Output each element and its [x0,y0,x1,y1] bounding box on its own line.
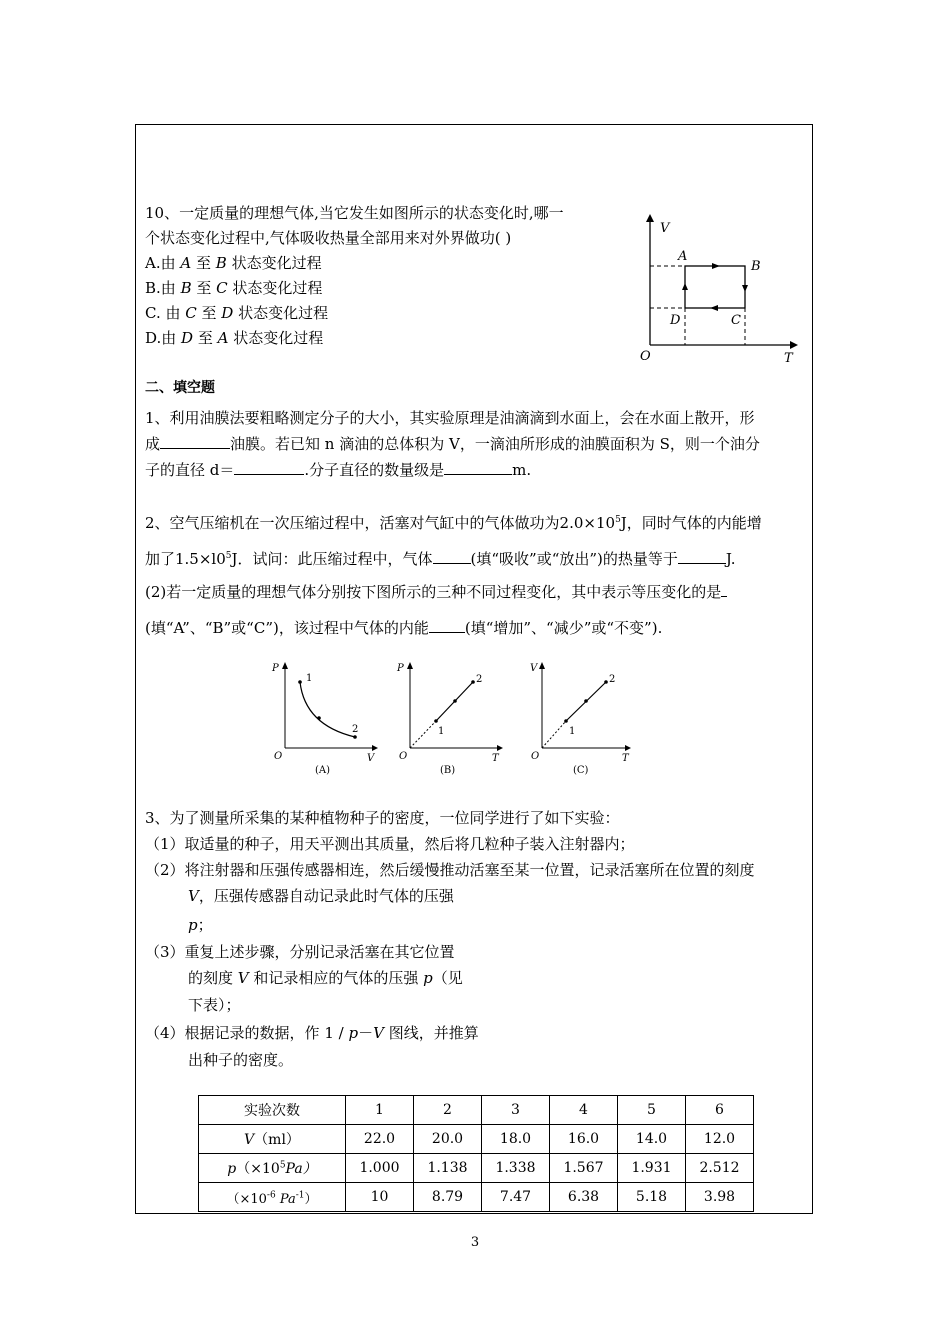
q2-line3: (2)若一定质量的理想气体分别按下图所示的三种不同过程变化，其中表示等压变化的是 [145,582,727,602]
graph-b [396,662,503,776]
point-a-label: A [678,249,688,264]
caption-c: (C) [573,765,589,776]
svg-text:O: O [531,751,540,762]
q10-option-a: A.由 A 至 B 状态变化过程 [145,254,322,272]
isotherm-curve [300,682,355,737]
table-cell: 1 [346,1096,414,1125]
table-cell: 12.0 [686,1125,754,1154]
table-cell: 6 [686,1096,754,1125]
arrow-ab-icon [712,263,720,269]
arrow-icon [282,662,288,669]
blank-3[interactable] [444,460,512,475]
table-cell: 8.79 [414,1183,482,1212]
svg-text:P: P [272,663,279,674]
q10-line2: 个状态变化过程中,气体吸收热量全部用来对外界做功( ) [145,229,512,247]
table-cell: 5.18 [618,1183,686,1212]
q10-line1: 10、一定质量的理想气体,当它发生如图所示的状态变化时,哪一 [145,204,564,222]
svg-text:V: V [367,753,375,764]
section-heading: 二、填空题 [145,380,215,396]
q3-step2c: p； [188,916,213,934]
q3-step3c: 下表）； [188,996,241,1014]
table-cell: 6.38 [550,1183,618,1212]
table-cell: 20.0 [414,1125,482,1154]
svg-text:P: P [397,663,404,674]
table-cell: 16.0 [550,1125,618,1154]
q1-line2: 成 油膜。若已知 n 滴油的总体积为 V，一滴油所形成的油膜面积为 S，则一个油分 [145,435,760,453]
q3-step1: （1）取适量的种子，用天平测出其质量，然后将几粒种子装入注射器内； [145,835,635,853]
svg-text:T: T [622,753,629,764]
q2-line2: 加了$1.5\times l0^5J$．试问：此压缩过程中，气体 (填“吸收”或“放出”)的热量等于 J. [145,550,736,568]
table-row [199,1154,754,1183]
q3-step4a: （4）根据记录的数据，作 1 / p－V 图线，并推算 [145,1024,479,1042]
q10-vt-figure [630,210,805,370]
process-graphs [260,655,650,780]
table-cell: 3.98 [686,1183,754,1212]
arrow-icon [497,745,503,751]
q1-line3: 子的直径 d＝ .分子直径的数量级是 m. [145,461,532,479]
blank-1[interactable] [160,434,230,449]
blank-5[interactable] [678,549,726,564]
point-d-label: D [670,313,681,328]
blank-4[interactable] [433,549,471,564]
q3-step2a: （2）将注射器和压强传感器相连，然后缓慢推动活塞至某一位置，记录活塞所在位置的刻度 [145,861,755,879]
q3-intro: 3、为了测量所采集的某种植物种子的密度，一位同学进行了如下实验： [145,809,620,827]
blank-2[interactable] [234,460,304,475]
origin-label: O [640,349,651,364]
table-cell: $p(\times 10^5Pa)$ [199,1154,346,1183]
svg-text:O: O [399,751,408,762]
svg-text:1: 1 [569,726,576,737]
svg-text:2: 2 [352,724,359,735]
arrow-icon [539,662,545,669]
arrow-da-icon [682,283,688,290]
caption-b: (B) [440,765,456,776]
table-cell: 4 [550,1096,618,1125]
table-cell: 5 [618,1096,686,1125]
table-cell: 1.338 [482,1154,550,1183]
q3-step3a: （3）重复上述步骤，分别记录活塞在其它位置 [145,943,455,961]
table-cell: （$\times 10^{-6}$ $Pa^{-1}$） [199,1183,346,1212]
table-cell: 2 [414,1096,482,1125]
page-number: 3 [470,1235,480,1250]
point-c-label: C [731,313,741,328]
cycle-rect [685,266,745,308]
graph-a [271,662,378,776]
graph-c [530,662,631,776]
svg-text:2: 2 [476,674,483,685]
arrow-bc-icon [742,285,748,292]
table-cell: V（ml） [199,1125,346,1154]
svg-text:T: T [492,753,499,764]
table-cell: 1.567 [550,1154,618,1183]
t-axis-arrow-icon [790,341,798,349]
table-row [199,1125,754,1154]
q10-option-d: D.由 D 至 A 状态变化过程 [145,329,324,347]
q2-line4: (填“A”、“B”或“C”)，该过程中气体的内能 (填“增加”、“减少”或“不变”). [145,619,663,637]
q3-step4b: 出种子的密度。 [188,1051,294,1069]
arrow-icon [625,745,631,751]
table-cell: 7.47 [482,1183,550,1212]
q2-line1: 2、空气压缩机在一次压缩过程中，活塞对气缸中的气体做功为$2.0\times 10^5J$，同时气体的内能增 [145,514,762,532]
q10-option-c: C. 由 C 至 D 状态变化过程 [145,304,329,322]
svg-text:1: 1 [306,673,313,684]
data-table [198,1095,754,1212]
blank-6[interactable] [721,582,727,597]
table-cell: 2.512 [686,1154,754,1183]
table-row [199,1096,754,1125]
table-cell: 1.138 [414,1154,482,1183]
table-cell: 实验次数 [199,1096,346,1125]
table-cell: 1.931 [618,1154,686,1183]
table-cell: 3 [482,1096,550,1125]
table-cell: 14.0 [618,1125,686,1154]
arrow-icon [407,662,413,669]
arrow-icon [372,745,378,751]
svg-text:O: O [274,751,283,762]
v-axis-arrow-icon [646,214,654,222]
table-cell: 1.000 [346,1154,414,1183]
v-axis-label: V [660,221,670,236]
t-axis-label: T [784,351,793,366]
q10-option-b: B.由 B 至 C 状态变化过程 [145,279,323,297]
table-row [199,1183,754,1212]
blank-7[interactable] [429,618,465,633]
q3-step2b: V，压强传感器自动记录此时气体的压强 [188,887,454,905]
arrow-cd-icon [710,305,718,311]
point-b-label: B [751,259,761,274]
svg-text:1: 1 [438,726,445,737]
q3-step3b: 的刻度 V 和记录相应的气体的压强 p（见 [188,969,463,987]
caption-a: (A) [315,765,331,776]
table-cell: 18.0 [482,1125,550,1154]
table-cell: 22.0 [346,1125,414,1154]
q1-line1: 1、利用油膜法要粗略测定分子的大小，其实验原理是油滴滴到水面上，会在水面上散开，形 [145,409,755,427]
svg-text:2: 2 [609,674,616,685]
table-cell: 10 [346,1183,414,1212]
svg-text:V: V [530,663,538,674]
